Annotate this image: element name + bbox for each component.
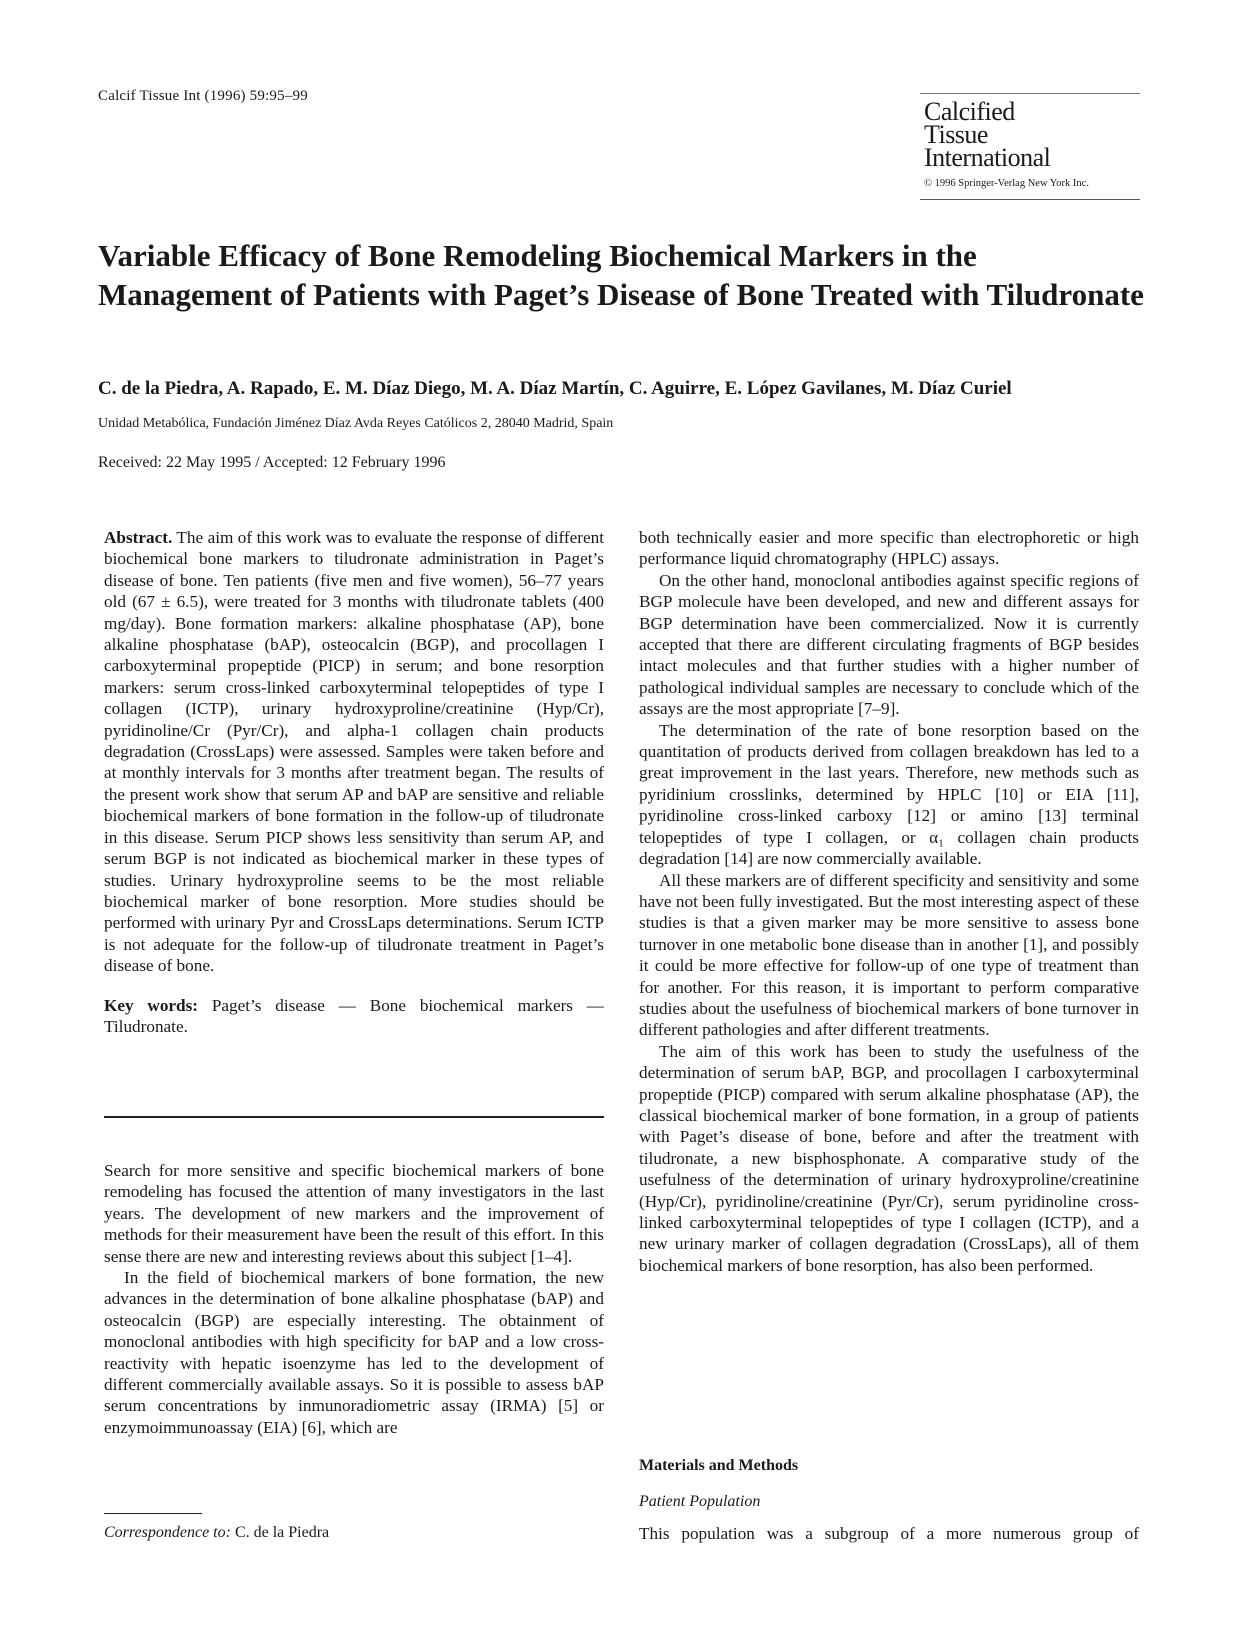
intro-paragraph-1: Search for more sensitive and specific biochemical markers of bone remodeling has focused the attention of many investigators in the last years. The development of new markers and the improvement of methods for their measurement have been the result of this effort. In this sense there are new and interesting reviews about this subject [1–4]. [104,1161,604,1266]
running-head: Calcif Tissue Int (1996) 59:95–99 [98,88,308,104]
introduction-right [639,527,1139,1276]
section-heading-materials-methods: Materials and Methods [639,1457,799,1474]
keywords-label: Key words: [104,995,199,1015]
right-paragraph-3: The determination of the rate of bone resorption based on the quantitation of products derived from collagen breakdown has led to a great improvement in the last years. Therefore, new methods such as pyridinium crosslinks, determined by HPLC [10] or EIA [11], pyridinoline cross-linked carboxy [12] or amino [13] terminal telopeptides of type I collagen, or α₁ collagen chain products degradation [14] are now commercially available. [639,720,1139,869]
abstract-text: The aim of this work was to evaluate the response of different biochemical bone markers to tiludronate administration in Paget’s disease of bone. Ten patients (five men and five women), 56–77 years old (67 ± 6.5), were treated for 3 months with tiludronate tablets (400 mg/day). Bone formation markers: alkaline phosphatase (AP), bone alkaline phosphatase (bAP), osteocalcin (BGP), and procollagen I carboxyterminal propeptide (PICP) in serum; and bone resorption markers: serum cross-linked carboxyterminal telopeptides of type I collagen (ICTP), urinary hydroxyproline/creatinine (Hyp/Cr), pyridinoline/Cr (Pyr/Cr), and alpha-1 collagen chain products degradation (CrossLaps) were assessed. Samples were taken before and at monthly intervals for 3 months after treatment began. The results of the present work show that serum AP and bAP are sensitive and reliable biochemical markers of bone formation in the follow-up of tiludronate in this disease. Serum PICP shows less sensitivity than serum AP, and serum BGP is not indicated as biochemical marker in these types of studies. Urinary hydroxyproline seems to be the most reliable biochemical marker of bone resorption. More studies should be performed with urinary Pyr and CrossLaps determinations. Serum ICTP is not adequate for the follow-up of tiludronate treatment in Paget’s disease of bone. [104,528,604,976]
received-accepted-dates: Received: 22 May 1995 / Accepted: 12 February 1996 [98,454,446,471]
footnote-rule [104,1513,202,1514]
intro-paragraph-2: In the field of biochemical markers of bone formation, the new advances in the determination of bone alkaline phosphatase (bAP) and osteocalcin (BGP) are especially interesting. The obtainment of monoclonal antibodies with high specificity for bAP and a low cross-reactivity with hepatic isoenzyme has led to the development of different commercially available assays. So it is possible to assess bAP serum concentrations by inmunoradiometric assay (IRMA) [5] or enzymoimmunoassay (EIA) [6], which are [104,1268,604,1437]
affiliation: Unidad Metabólica, Fundación Jiménez Díaz Avda Reyes Católicos 2, 28040 Madrid, Spain [98,416,614,431]
keywords-paragraph [104,995,604,1038]
subsection-heading-patient-population: Patient Population [639,1493,761,1510]
keywords-text: Paget’s disease — Bone biochemical markers — Tiludronate. [104,995,604,1036]
right-paragraph-5: The aim of this work has been to study the usefulness of the determination of serum bAP, BGP, and procollagen I carboxyterminal propeptide (PICP) compared with serum alkaline phosphatase (AP), the classical biochemical marker of bone formation, in a group of patients with Paget’s disease of bone, before and after the treatment with tiludronate, a new bisphosphonate. A comparative study of the usefulness of the determination of urinary hydroxyproline/creatinine (Hyp/Cr), pyridinoline/creatinine (Pyr/Cr), serum pyridinoline cross-linked carboxyterminal telopeptides of type I collagen (ICTP), and a new urinary marker of collagen degradation (CrossLaps), all of them biochemical markers of bone resorption, has also been performed. [639,1041,1139,1275]
author-list: C. de la Piedra, A. Rapado, E. M. Díaz Diego, M. A. Díaz Martín, C. Aguirre, E. López Gavilanes, M. Díaz Curiel [98,378,1012,399]
right-paragraph-1: both technically easier and more specific than electrophoretic or high performance liquid chromatography (HPLC) assays. [639,528,1139,569]
copyright-notice: © 1996 Springer-Verlag New York Inc. [924,178,1089,189]
footnote-name: C. de la Piedra [234,1524,330,1541]
journal-logo [924,97,1134,172]
abstract-block [104,527,604,1037]
introduction-left [104,1160,604,1438]
journal-logo-line-1: Calcified [924,97,1015,126]
right-paragraph-4: All these markers are of different specificity and sensitivity and some have not been fully investigated. But the most interesting aspect of these studies is that a given marker may be more sensitive to assess bone turnover in one metabolic bone disease than in another [1], and possibly it could be more effective for follow-up of one type of treatment than for another. For this reason, it is important to perform comparative studies about the usefulness of biochemical markers of bone turnover in different pathologies and after different treatments. [639,870,1139,1040]
footnote-label: Correspondence to: [104,1524,231,1541]
journal-rule-top [920,93,1140,94]
abstract-label: Abstract. [104,528,173,547]
abstract-paragraph [104,527,604,977]
journal-logo-line-2: Tissue [924,120,988,149]
journal-rule-bottom [920,199,1140,200]
abstract-divider [104,1116,604,1118]
right-paragraph-2: On the other hand, monoclonal antibodies against specific regions of BGP molecule have been developed, and new and different assays for BGP determination have been commercialized. Now it is currently accepted that there are different circulating fragments of BGP besides intact molecules and that further studies with a higher number of pathological individual samples are necessary to conclude which of the assays are the most appropriate [7–9]. [639,570,1139,719]
article-title: Variable Efficacy of Bone Remodeling Biochemical Markers in the Management of Patients with Paget’s Disease of Bone Treated with Tiludronate [98,238,1144,312]
journal-logo-line-3: International [924,143,1051,172]
correspondence-footnote [104,1524,329,1542]
body-last-line: This population was a subgroup of a more numerous group of [639,1524,1139,1543]
